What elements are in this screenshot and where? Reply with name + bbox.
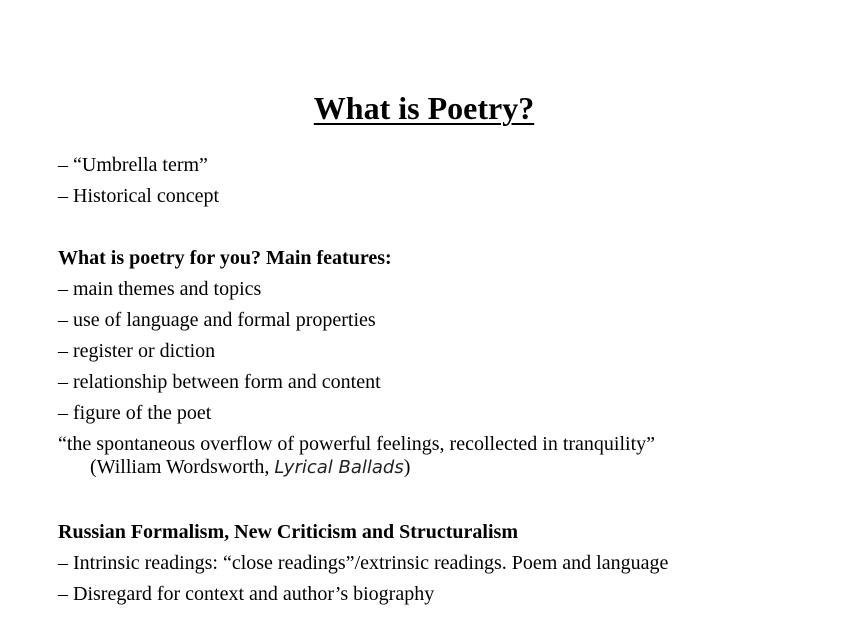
section1-heading: What is poetry for you? Main features: bbox=[58, 247, 392, 269]
wordsworth-quote: “the spontaneous overflow of powerful feelings, recollected in tranquility” bbox=[58, 433, 656, 455]
attribution-suffix: ) bbox=[403, 456, 411, 478]
attribution-prefix: (William Wordsworth, bbox=[90, 456, 275, 478]
spacer bbox=[58, 486, 828, 517]
feature-item: – relationship between form and content bbox=[58, 371, 381, 393]
intro-item-historical: – Historical concept bbox=[58, 185, 220, 207]
feature-item: – use of language and formal properties bbox=[58, 309, 376, 331]
spacer bbox=[58, 212, 828, 243]
feature-item: – main themes and topics bbox=[58, 278, 262, 300]
slide-title: What is Poetry? bbox=[313, 90, 535, 126]
formalism-item: – Disregard for context and author’s biography bbox=[58, 583, 435, 605]
feature-item: – register or diction bbox=[58, 340, 216, 362]
formalism-item: – Intrinsic readings: “close readings”/extrinsic readings. Poem and language bbox=[58, 552, 669, 574]
section2-heading: Russian Formalism, New Criticism and Structuralism bbox=[58, 521, 518, 543]
intro-item-umbrella: – “Umbrella term” bbox=[58, 154, 208, 176]
attribution-work: Lyrical Ballads bbox=[274, 457, 404, 478]
feature-item: – figure of the poet bbox=[58, 402, 212, 424]
slide-content bbox=[58, 150, 828, 610]
